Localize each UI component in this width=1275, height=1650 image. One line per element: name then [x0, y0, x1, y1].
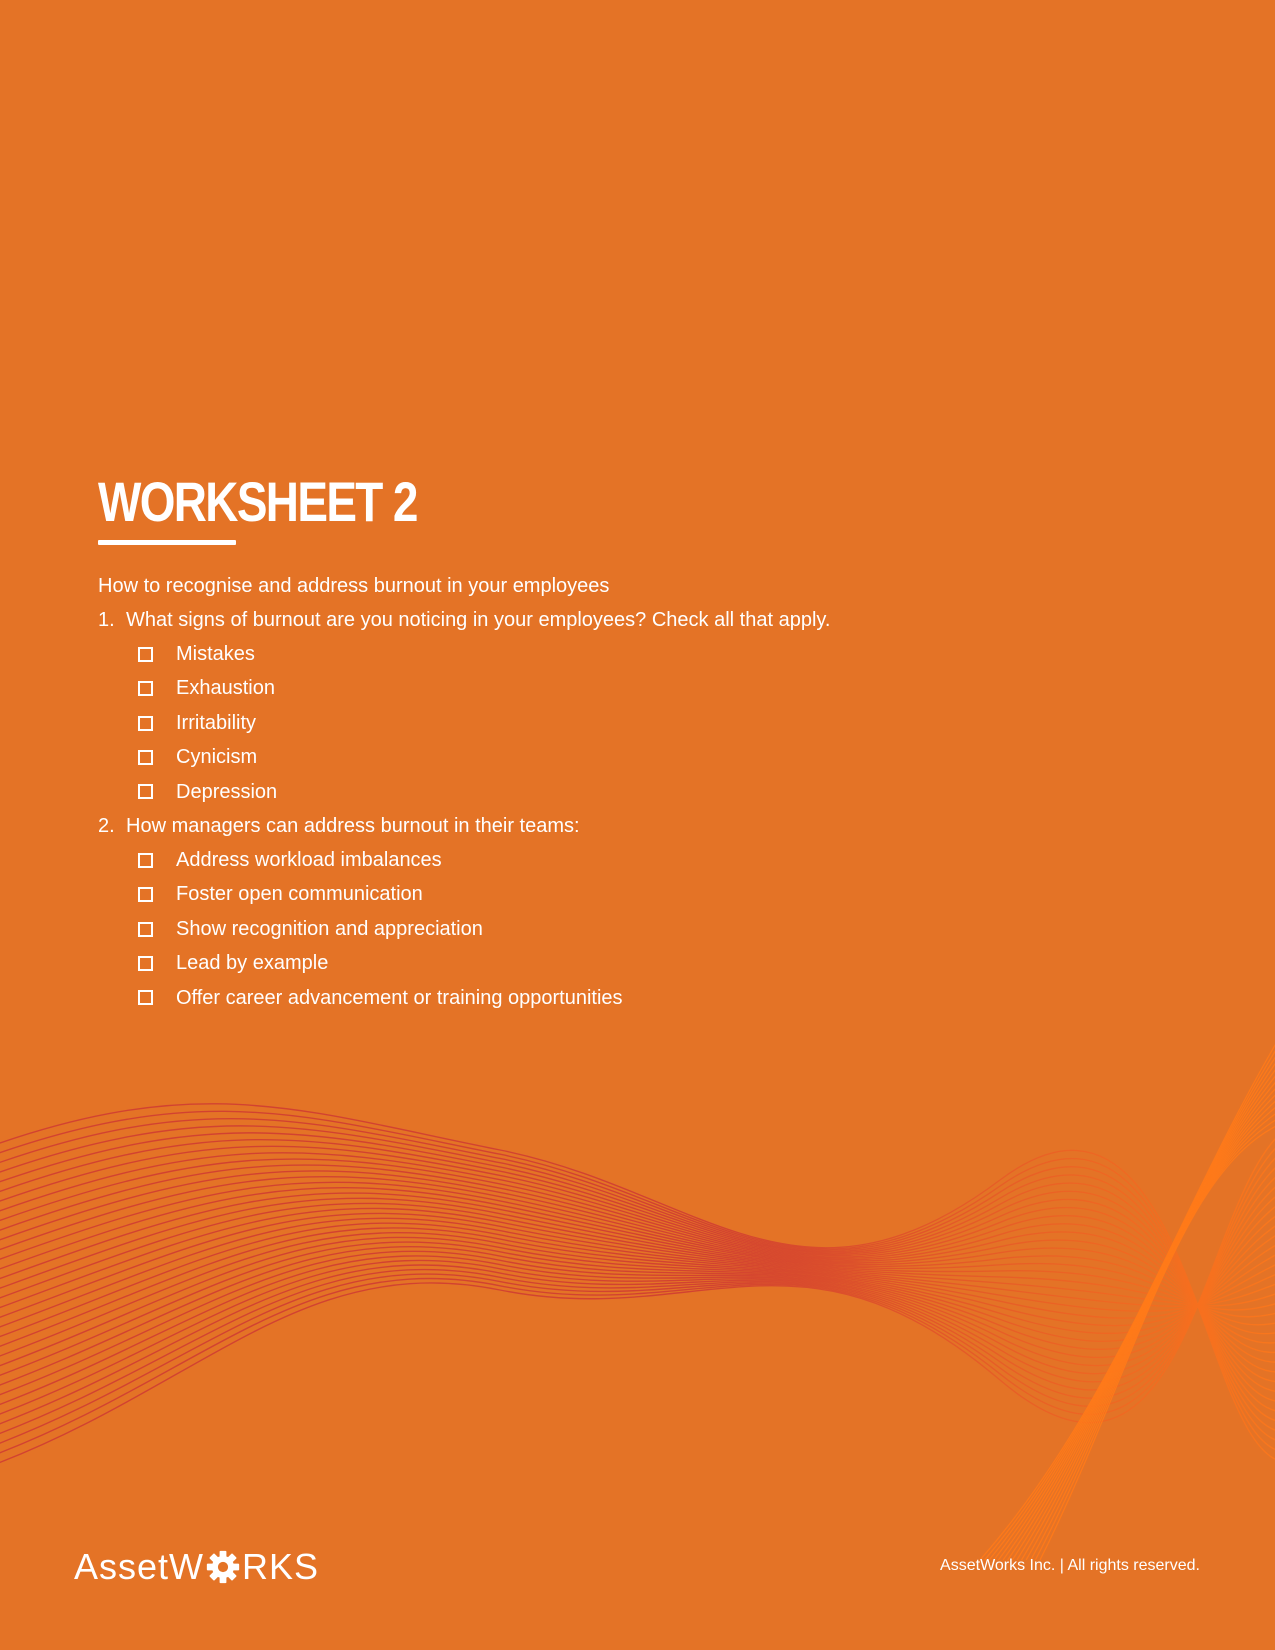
checkbox-icon[interactable] — [138, 853, 153, 868]
checklist-item[interactable]: Depression — [138, 775, 1098, 809]
wave-line — [1017, 1082, 1275, 1560]
checkbox-icon[interactable] — [138, 956, 153, 971]
wave-line — [1040, 1120, 1275, 1560]
wave-line — [0, 1193, 1275, 1325]
wave-line — [0, 1159, 1275, 1382]
checkbox-icon[interactable] — [138, 990, 153, 1005]
checkbox-icon[interactable] — [138, 681, 153, 696]
wave-line — [985, 1028, 1275, 1560]
wave-line — [0, 1140, 1275, 1412]
wave-line — [0, 1151, 1275, 1441]
checkbox-icon[interactable] — [138, 716, 153, 731]
wave-line — [0, 1177, 1275, 1353]
wave-line — [0, 1165, 1275, 1372]
wave-line — [0, 1182, 1275, 1412]
checklist-item[interactable]: Exhaustion — [138, 671, 1098, 705]
checkbox-icon[interactable] — [138, 922, 153, 937]
checkbox-icon[interactable] — [138, 647, 153, 662]
question-text: What signs of burnout are you noticing in your employees? Check all that apply. — [126, 609, 831, 631]
wave-line — [0, 1172, 1275, 1422]
wave-line — [0, 1223, 1275, 1373]
wave-line — [0, 1213, 1275, 1383]
checklist-item[interactable]: Lead by example — [138, 946, 1098, 980]
wave-line — [0, 1192, 1275, 1402]
checklist-item[interactable]: Offer career advancement or training opportunities — [138, 981, 1098, 1015]
wave-line — [1035, 1112, 1275, 1560]
wave-line — [1026, 1097, 1275, 1560]
checklist-item[interactable]: Cynicism — [138, 740, 1098, 774]
wave-line — [0, 1233, 1275, 1364]
wave-line — [0, 1182, 1275, 1343]
worksheet-intro: How to recognise and address burnout in your employees — [98, 575, 610, 597]
wave-line — [0, 1198, 1275, 1317]
checklist-item[interactable]: Foster open communication — [138, 877, 1098, 911]
wave-line — [1012, 1074, 1275, 1560]
wave-line — [0, 1146, 1275, 1401]
wave-line — [0, 1104, 1275, 1463]
wave-line — [0, 1203, 1275, 1310]
wave-line — [0, 1141, 1275, 1451]
wave-line — [0, 1120, 1275, 1470]
wave-line — [0, 1126, 1275, 1432]
question-text: How managers can address burnout in their teams: — [126, 815, 580, 838]
checklist-item[interactable]: Irritability — [138, 706, 1098, 740]
wave-line — [0, 1133, 1275, 1422]
wave-line — [0, 1153, 1275, 1392]
question-number: 2. — [98, 815, 115, 838]
gear-icon — [206, 1550, 240, 1584]
wave-line — [989, 1035, 1275, 1560]
checkbox-icon[interactable] — [138, 887, 153, 902]
checklist-2 — [98, 843, 1098, 1015]
wave-line — [0, 1208, 1275, 1314]
title-underline — [98, 540, 236, 545]
wave-line — [1008, 1066, 1275, 1560]
question-1 — [98, 603, 1098, 637]
checklist-1 — [98, 637, 1098, 809]
wave-line — [0, 1188, 1275, 1334]
wave-line — [0, 1111, 1275, 1452]
wave-line — [0, 1228, 1275, 1354]
checklist-item[interactable]: Address workload imbalances — [138, 843, 1098, 877]
wave-line — [0, 1218, 1275, 1334]
wave-line — [1031, 1105, 1275, 1560]
wave-line — [1003, 1058, 1275, 1560]
wave-line — [0, 1223, 1275, 1344]
page-title: WORKSHEET 2 — [98, 470, 417, 533]
checkbox-icon[interactable] — [138, 784, 153, 799]
wave-line — [0, 1171, 1275, 1362]
assetworks-logo: AssetW RKS — [74, 1546, 320, 1587]
question-2 — [98, 809, 1098, 843]
question-number: 1. — [98, 609, 115, 631]
wave-line — [998, 1051, 1275, 1560]
worksheet-content — [98, 470, 1098, 1015]
wave-line — [1022, 1089, 1275, 1560]
wave-line — [980, 1020, 1275, 1560]
wave-line — [0, 1130, 1275, 1460]
checklist-item[interactable]: Mistakes — [138, 637, 1098, 671]
checkbox-icon[interactable] — [138, 750, 153, 765]
wave-line — [0, 1213, 1275, 1324]
checklist-item[interactable]: Show recognition and appreciation — [138, 912, 1098, 946]
wave-line — [0, 1161, 1275, 1431]
wave-line — [994, 1043, 1275, 1560]
wave-line — [0, 1202, 1275, 1392]
wave-line — [0, 1119, 1275, 1442]
copyright-notice: AssetWorks Inc. | All rights reserved. — [940, 1557, 1200, 1574]
